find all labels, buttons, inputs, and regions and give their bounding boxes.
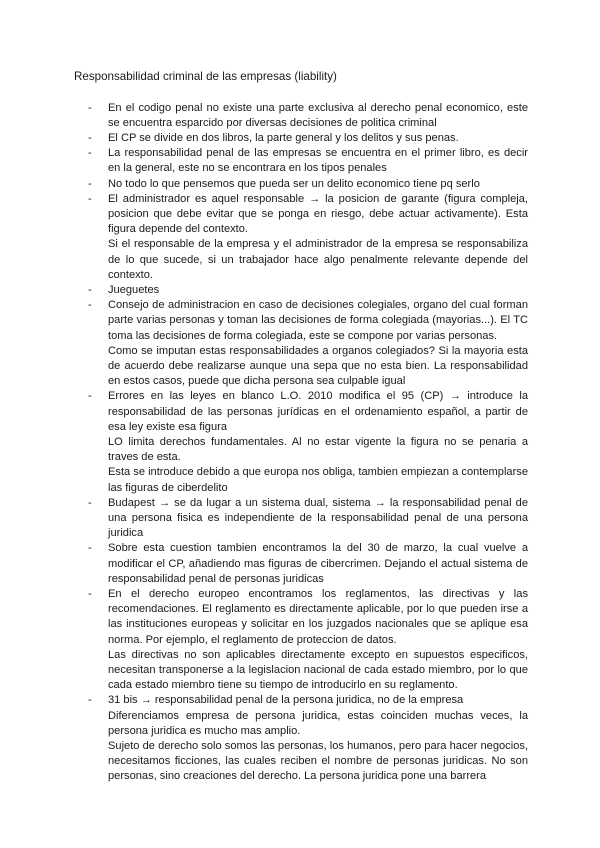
list-item-paragraph: Sujeto de derecho solo somos las personas, los humanos, pero para hacer negocios, necesitamos ficciones, las cuales reciben el nombre de personas juridicas. No son personas, sino creaciones del derecho. La persona juridica pone una barrera [108, 740, 528, 783]
list-item [88, 146, 528, 176]
list-item [88, 496, 528, 542]
list-item-paragraph: No todo lo que pensemos que pueda ser un delito economico tiene pq serlo [108, 177, 480, 190]
list-item-paragraph: Las directivas no son aplicables directamente excepto en supuestos especificos, necesitan transponerse a la legislacion nacional de cada estado miembro, por lo que cada estado miembro tiene su tiempo de introducirlo en su reglamento. [108, 648, 528, 692]
bullet-dash: - [88, 192, 92, 205]
list-item-paragraph: Sobre esta cuestion tambien encontramos la del 30 de marzo, la cual vuelve a modificar el CP, añadiendo mas figuras de cibercrimen. Dejando el actual sistema de responsabilidad penal de personas juridicas [108, 542, 528, 585]
list-item-paragraph: La responsabilidad penal de las empresas se encuentra en el primer libro, es decir en la general, este no se encontrara en los tipos penales [108, 147, 528, 175]
list-item-paragraph: Como se imputan estas responsabilidades a organos colegiados? Si la mayoria esta de acuerdo debe realizarse aunque una sepa que no esta bien. La responsabilidad en estos casos, puede que dicha persona sea culpable igual [108, 344, 528, 388]
list-item-paragraph: LO limita derechos fundamentales. Al no estar vigente la figura no se penaria a traves de esta. [108, 435, 528, 464]
list-item-paragraph: Errores en las leyes en blanco L.O. 2010 modifica el 95 (CP) → introduce la responsabilidad de las personas jurídicas en el ordenamiento español, a partir de esa ley existe esa figura [108, 390, 528, 433]
bullet-dash: - [88, 299, 92, 312]
bullet-dash: - [88, 694, 92, 707]
bullet-dash: - [88, 588, 92, 600]
list-item-paragraph: El CP se divide en dos libros, la parte general y los delitos y sus penas. [108, 131, 459, 144]
list-item-paragraph: Consejo de administracion en caso de decisiones colegiales, organo del cual forman parte varias personas y toman las decisiones de forma colegiada (mayorias...). El TC toma las decisiones de forma colegiada, este se compone por varias personas. [108, 299, 528, 342]
list-item-paragraph: Esta se introduce debido a que europa nos obliga, tambien empiezan a contemplarse las figuras de ciberdelito [108, 466, 528, 494]
bullet-dash: - [88, 101, 92, 114]
list-item [88, 131, 528, 146]
bullet-dash: - [88, 177, 92, 190]
document-title: Responsabilidad criminal de las empresas (liability) [74, 70, 337, 83]
list-item [88, 693, 528, 784]
bullet-dash: - [88, 131, 92, 144]
bullet-dash: - [88, 147, 92, 160]
list-item [88, 389, 528, 495]
bullet-dash: - [88, 542, 92, 555]
list-item [88, 192, 528, 283]
list-item-paragraph: El administrador es aquel responsable → la posicion de garante (figura compleja, posicion que debe evitar que se ponga en riesgo, debe actuar activamente). Esta figura depende del contexto. [108, 192, 528, 236]
list-item-paragraph: Budapest → se da lugar a un sistema dual, sistema → la responsabilidad penal de una persona fisica es independiente de la responsabilidad penal de una persona juridica [108, 496, 528, 540]
list-item-paragraph: Diferenciamos empresa de persona juridica, estas coinciden muchas veces, la persona juridica es mucho mas amplio. [108, 709, 528, 737]
bullet-dash: - [88, 496, 92, 509]
list-item [88, 298, 528, 389]
list-item [88, 587, 528, 693]
list-item-paragraph: En el derecho europeo encontramos los reglamentos, las directivas y las recomendaciones. El reglamento es directamente aplicable, por lo que pueden irse a las instituciones europeas y solicitar en los juzgados nacionales que se aplique esa norma. Por ejemplo, el reglamento de proteccion de datos. [108, 588, 528, 646]
list-item [88, 177, 528, 192]
bullet-list [88, 101, 528, 785]
list-item [88, 541, 528, 587]
bullet-dash: - [88, 390, 92, 403]
list-item-paragraph: Si el responsable de la empresa y el administrador de la empresa se responsabiliza de lo que sucede, si un trabajador hace algo penalmente relevante depende del contexto. [108, 238, 528, 281]
bullet-dash: - [88, 283, 92, 296]
list-item-paragraph: 31 bis → responsabilidad penal de la persona juridica, no de la empresa [108, 694, 464, 707]
list-item [88, 283, 528, 298]
list-item [88, 101, 528, 131]
list-item-paragraph: En el codigo penal no existe una parte exclusiva al derecho penal economico, este se encuentra esparcido por diversas decisiones de politica criminal [108, 101, 528, 129]
list-item-paragraph: Jueguetes [108, 283, 160, 296]
